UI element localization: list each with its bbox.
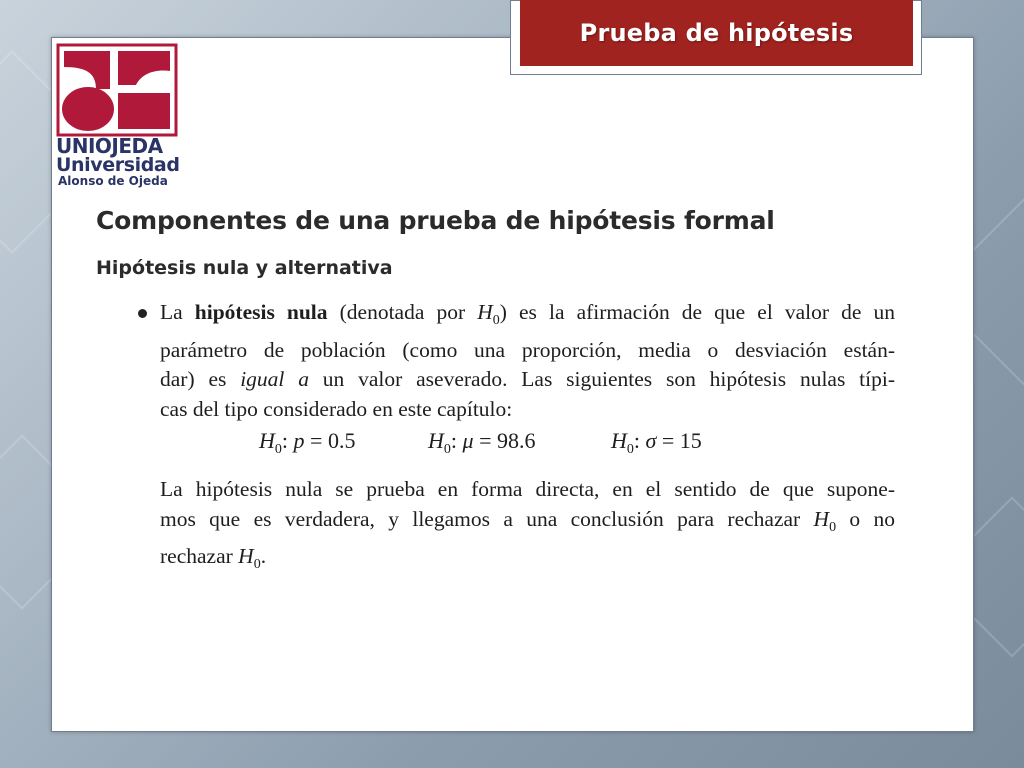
formula-parameter: σ <box>645 428 657 453</box>
text-line: cas del tipo considerado en este capítulo: <box>160 396 513 421</box>
text-run: (denotada por <box>327 300 478 324</box>
formula-parameter: μ <box>462 428 474 453</box>
text-run: La <box>160 300 195 324</box>
formula-value: 98.6 <box>496 428 536 453</box>
slide-title: Prueba de hipótesis <box>579 19 854 47</box>
logo-text-alonso: Alonso de Ojeda <box>58 174 168 188</box>
formula-proportion: $H_0$: p = 0.5 <box>259 428 356 457</box>
symbol-h: H <box>611 428 627 453</box>
text-line: parámetro de población (como una proporción, media o desviación están- <box>160 337 895 362</box>
symbol-h: H <box>238 544 254 568</box>
logo-text-uniojeda: UNIOJEDA <box>56 134 163 158</box>
text-run: . <box>260 544 267 568</box>
symbol-subscript: 0 <box>492 313 500 328</box>
symbol-subscript: 0 <box>626 442 634 457</box>
symbol-h: H <box>259 428 275 453</box>
logo-text-universidad: Universidad <box>56 154 180 176</box>
symbol-subscript: 0 <box>829 519 837 535</box>
slide-title-bar <box>520 0 913 66</box>
text-run: mos que es verdadera, y llegamos a una conclusión para rechazar <box>160 506 814 531</box>
term-igual-a: igual a <box>240 367 309 391</box>
formula-parameter: p <box>293 428 305 453</box>
null-hypothesis-testing-note <box>160 475 895 580</box>
text-run: rechazar <box>160 544 239 568</box>
formula-value: 15 <box>679 428 702 453</box>
formula-mean: $H_0$: μ = 98.6 <box>428 428 536 457</box>
symbol-h: H <box>428 428 444 453</box>
symbol-subscript: 0 <box>253 557 261 572</box>
symbol-subscript: 0 <box>443 442 451 457</box>
formula-std-dev: $H_0$: σ = 15 <box>611 428 702 457</box>
text-run: dar) es <box>160 367 241 391</box>
bullet-icon <box>138 309 147 318</box>
symbol-subscript: 0 <box>274 442 282 457</box>
null-hypothesis-definition <box>160 298 895 424</box>
section-heading: Componentes de una prueba de hipótesis formal <box>96 206 775 235</box>
text-run: o no <box>836 506 896 531</box>
section-subheading: Hipótesis nula y alternativa <box>96 257 393 279</box>
term-hipotesis-nula: hipótesis nula <box>194 300 328 324</box>
text-line: La hipótesis nula se prueba en forma directa, en el sentido de que supone- <box>160 477 895 501</box>
text-run: un valor aseverado. Las siguientes son hipótesis nulas típi- <box>308 367 895 391</box>
symbol-h: H <box>477 300 493 324</box>
text-run: ) es la afirmación de que el valor de un <box>499 300 896 324</box>
formula-value: 0.5 <box>327 428 356 453</box>
symbol-h: H <box>813 506 830 531</box>
